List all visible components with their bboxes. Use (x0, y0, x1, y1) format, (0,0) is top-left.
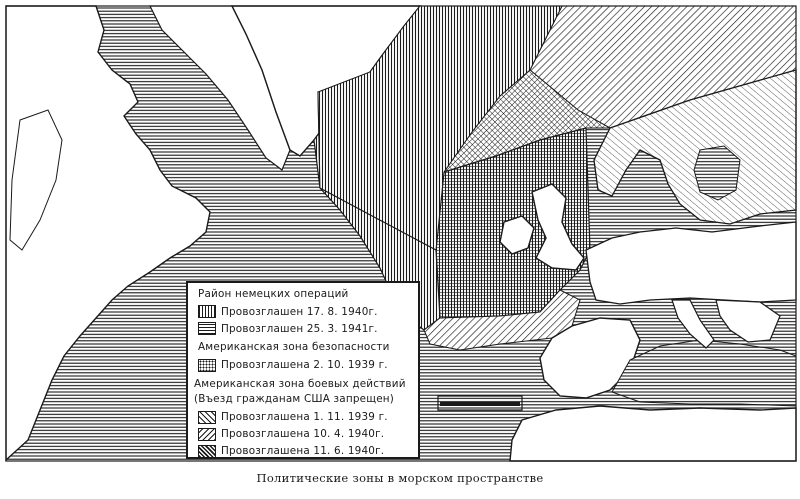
diagonal-forward-swatch (198, 411, 216, 424)
north-africa-land (510, 406, 796, 461)
map-caption: Политические зоны в морском пространстве (256, 471, 544, 485)
legend-item-label: Провозглашен 25. 3. 1941г. (221, 322, 378, 335)
baltic-sea (694, 146, 740, 200)
diagonal-back-swatch (198, 428, 216, 441)
morocco-zone-band-inner (440, 402, 520, 406)
map-legend (186, 281, 420, 459)
legend-item (194, 303, 414, 320)
legend-item-label: Провозглашена 2. 10. 1939 г. (221, 359, 388, 372)
diagonal-dense-swatch (198, 445, 216, 458)
legend-item (194, 409, 414, 426)
legend-item-label: Провозглашена 10. 4. 1940г. (221, 428, 385, 441)
us-combat-heading: Американская зона боевых действий (194, 377, 406, 390)
legend-item (194, 443, 414, 460)
legend-item-label: Провозглашена 1. 11. 1939 г. (221, 411, 388, 424)
legend-item (194, 320, 414, 337)
legend-item (194, 426, 414, 443)
vertical-hatch-swatch (198, 305, 216, 318)
legend-item-label: Провозглашена 11. 6. 1940г. (221, 445, 385, 458)
horizontal-hatch-swatch (198, 322, 216, 335)
us-safety-heading: Американская зона безопасности (198, 341, 390, 354)
german-zone-heading: Район немецких операций (198, 288, 349, 300)
legend-item (194, 357, 414, 374)
legend-item-label: Провозглашен 17. 8. 1940г. (221, 305, 378, 318)
dotted-swatch (198, 359, 216, 372)
us-combat-subheading: (Въезд гражданам США запрещен) (194, 393, 395, 406)
